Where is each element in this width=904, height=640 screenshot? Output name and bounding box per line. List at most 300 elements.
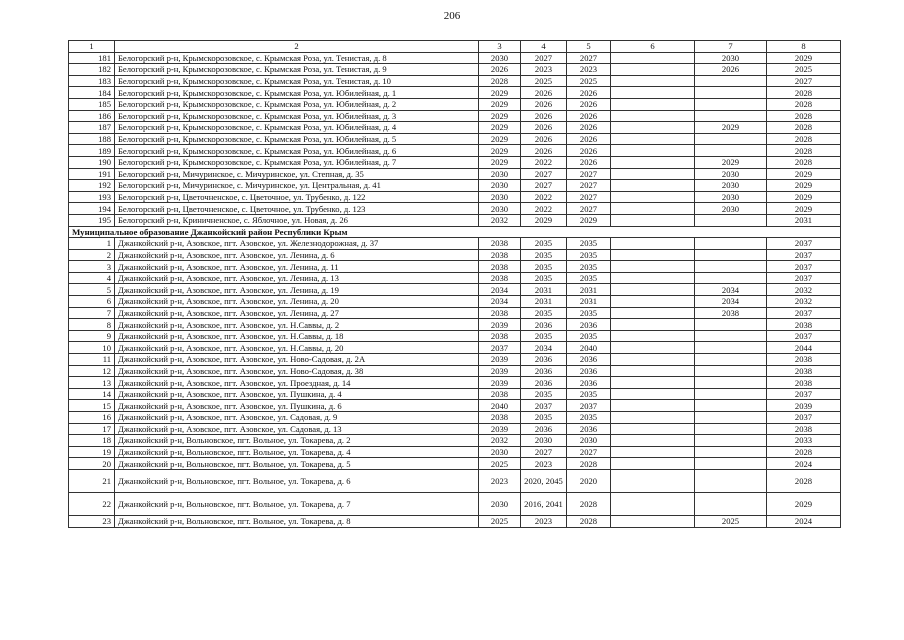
year-col-7: 2034 <box>695 284 767 296</box>
address: Джанкойский р-н, Азовское, пгт. Азовское, ул. Н.Саввы, д. 20 <box>115 342 479 354</box>
year-col-5: 2031 <box>567 284 611 296</box>
row-number: 16 <box>69 412 115 424</box>
table-row <box>69 75 841 87</box>
year-col-4: 2020, 2045 <box>521 469 567 492</box>
year-col-3: 2039 <box>479 423 521 435</box>
year-col-5: 2029 <box>567 214 611 226</box>
year-col-8: 2027 <box>767 75 841 87</box>
year-col-3: 2039 <box>479 319 521 331</box>
row-number: 19 <box>69 446 115 458</box>
year-col-7 <box>695 400 767 412</box>
address: Джанкойский р-н, Вольновское, пгт. Вольное, ул. Токарева, д. 8 <box>115 515 479 527</box>
year-col-8: 2029 <box>767 168 841 180</box>
table-row <box>69 145 841 157</box>
year-col-3: 2029 <box>479 87 521 99</box>
row-number: 188 <box>69 133 115 145</box>
year-col-7 <box>695 87 767 99</box>
year-col-8: 2037 <box>767 307 841 319</box>
address: Джанкойский р-н, Азовское, пгт. Азовское, ул. Садовая, д. 9 <box>115 412 479 424</box>
table-row <box>69 272 841 284</box>
address: Белогорский р-н, Крымскорозовское, с. Крымская Роза, ул. Тенистая, д. 8 <box>115 52 479 64</box>
year-col-3: 2028 <box>479 75 521 87</box>
value-col-6 <box>611 87 695 99</box>
value-col-6 <box>611 412 695 424</box>
year-col-3: 2029 <box>479 133 521 145</box>
year-col-7 <box>695 145 767 157</box>
year-col-7 <box>695 272 767 284</box>
address: Джанкойский р-н, Азовское, пгт. Азовское, ул. Пушкина, д. 4 <box>115 388 479 400</box>
address: Белогорский р-н, Крымскорозовское, с. Крымская Роза, ул. Юбилейная, д. 6 <box>115 145 479 157</box>
row-number: 20 <box>69 458 115 470</box>
row-number: 181 <box>69 52 115 64</box>
address: Джанкойский р-н, Азовское, пгт. Азовское, ул. Ленина, д. 11 <box>115 261 479 273</box>
year-col-4: 2035 <box>521 412 567 424</box>
value-col-6 <box>611 319 695 331</box>
year-col-3: 2029 <box>479 98 521 110</box>
header-col-5: 5 <box>567 41 611 53</box>
address: Джанкойский р-н, Вольновское, пгт. Вольное, ул. Токарева, д. 7 <box>115 492 479 515</box>
table-row <box>69 435 841 447</box>
row-number: 13 <box>69 377 115 389</box>
year-col-4: 2027 <box>521 446 567 458</box>
year-col-8: 2044 <box>767 342 841 354</box>
year-col-7: 2025 <box>695 515 767 527</box>
table-row <box>69 122 841 134</box>
value-col-6 <box>611 330 695 342</box>
row-number: 21 <box>69 469 115 492</box>
year-col-5: 2023 <box>567 64 611 76</box>
year-col-4: 2035 <box>521 238 567 250</box>
year-col-3: 2039 <box>479 377 521 389</box>
year-col-8: 2025 <box>767 64 841 76</box>
table-row <box>69 365 841 377</box>
address: Джанкойский р-н, Азовское, пгт. Азовское, ул. Пушкина, д. 6 <box>115 400 479 412</box>
value-col-6 <box>611 133 695 145</box>
value-col-6 <box>611 180 695 192</box>
year-col-5: 2027 <box>567 180 611 192</box>
year-col-8: 2037 <box>767 412 841 424</box>
year-col-8: 2029 <box>767 203 841 215</box>
address: Джанкойский р-н, Азовское, пгт. Азовское, ул. Ленина, д. 20 <box>115 296 479 308</box>
value-col-6 <box>611 515 695 527</box>
value-col-6 <box>611 284 695 296</box>
value-col-6 <box>611 492 695 515</box>
table-row <box>69 307 841 319</box>
value-col-6 <box>611 191 695 203</box>
value-col-6 <box>611 400 695 412</box>
year-col-8: 2029 <box>767 191 841 203</box>
year-col-8: 2038 <box>767 319 841 331</box>
address: Джанкойский р-н, Азовское, пгт. Азовское, ул. Ново-Садовая, д. 38 <box>115 365 479 377</box>
registry-table <box>68 40 841 528</box>
table-row <box>69 354 841 366</box>
page-number: 206 <box>443 10 461 22</box>
table-row <box>69 110 841 122</box>
year-col-4: 2023 <box>521 64 567 76</box>
year-col-3: 2038 <box>479 272 521 284</box>
year-col-3: 2038 <box>479 330 521 342</box>
year-col-4: 2029 <box>521 214 567 226</box>
table-row <box>69 412 841 424</box>
year-col-8: 2037 <box>767 238 841 250</box>
year-col-4: 2027 <box>521 52 567 64</box>
year-col-7: 2030 <box>695 180 767 192</box>
year-col-7: 2029 <box>695 156 767 168</box>
value-col-6 <box>611 458 695 470</box>
year-col-3: 2040 <box>479 400 521 412</box>
value-col-6 <box>611 75 695 87</box>
year-col-4: 2035 <box>521 249 567 261</box>
table-row <box>69 249 841 261</box>
value-col-6 <box>611 214 695 226</box>
value-col-6 <box>611 249 695 261</box>
year-col-4: 2037 <box>521 400 567 412</box>
year-col-5: 2027 <box>567 203 611 215</box>
header-col-1: 1 <box>69 41 115 53</box>
year-col-8: 2037 <box>767 261 841 273</box>
year-col-7: 2034 <box>695 296 767 308</box>
year-col-5: 2028 <box>567 458 611 470</box>
address: Белогорский р-н, Крымскорозовское, с. Крымская Роза, ул. Юбилейная, д. 2 <box>115 98 479 110</box>
table-row <box>69 98 841 110</box>
year-col-3: 2030 <box>479 168 521 180</box>
year-col-7 <box>695 98 767 110</box>
year-col-3: 2026 <box>479 64 521 76</box>
year-col-7: 2030 <box>695 168 767 180</box>
year-col-8: 2037 <box>767 272 841 284</box>
year-col-3: 2032 <box>479 214 521 226</box>
year-col-7 <box>695 238 767 250</box>
year-col-3: 2034 <box>479 284 521 296</box>
table-row <box>69 156 841 168</box>
year-col-8: 2038 <box>767 365 841 377</box>
year-col-5: 2027 <box>567 191 611 203</box>
table-row <box>69 423 841 435</box>
table-row <box>69 469 841 492</box>
table-row <box>69 458 841 470</box>
table-row <box>69 191 841 203</box>
row-number: 15 <box>69 400 115 412</box>
year-col-7 <box>695 388 767 400</box>
value-col-6 <box>611 203 695 215</box>
address: Белогорский р-н, Крымскорозовское, с. Крымская Роза, ул. Тенистая, д. 10 <box>115 75 479 87</box>
value-col-6 <box>611 110 695 122</box>
year-col-5: 2026 <box>567 110 611 122</box>
row-number: 17 <box>69 423 115 435</box>
year-col-5: 2028 <box>567 492 611 515</box>
address: Джанкойский р-н, Азовское, пгт. Азовское, ул. Проездная, д. 14 <box>115 377 479 389</box>
year-col-7: 2038 <box>695 307 767 319</box>
table-row <box>69 261 841 273</box>
year-col-3: 2030 <box>479 191 521 203</box>
address: Джанкойский р-н, Азовское, пгт. Азовское, ул. Н.Саввы, д. 2 <box>115 319 479 331</box>
table-row <box>69 400 841 412</box>
value-col-6 <box>611 307 695 319</box>
row-number: 186 <box>69 110 115 122</box>
year-col-4: 2031 <box>521 296 567 308</box>
value-col-6 <box>611 296 695 308</box>
year-col-5: 2040 <box>567 342 611 354</box>
year-col-8: 2028 <box>767 87 841 99</box>
year-col-4: 2023 <box>521 515 567 527</box>
table-row <box>69 296 841 308</box>
year-col-4: 2036 <box>521 365 567 377</box>
value-col-6 <box>611 261 695 273</box>
address: Джанкойский р-н, Азовское, пгт. Азовское, ул. Ленина, д. 13 <box>115 272 479 284</box>
year-col-8: 2028 <box>767 98 841 110</box>
year-col-5: 2026 <box>567 133 611 145</box>
year-col-5: 2035 <box>567 388 611 400</box>
year-col-8: 2037 <box>767 330 841 342</box>
header-row <box>69 41 841 53</box>
year-col-7 <box>695 435 767 447</box>
section-row <box>69 226 841 238</box>
table-row <box>69 238 841 250</box>
year-col-8: 2038 <box>767 377 841 389</box>
row-number: 9 <box>69 330 115 342</box>
year-col-7 <box>695 365 767 377</box>
value-col-6 <box>611 446 695 458</box>
year-col-8: 2024 <box>767 515 841 527</box>
year-col-8: 2037 <box>767 249 841 261</box>
year-col-5: 2020 <box>567 469 611 492</box>
year-col-4: 2022 <box>521 203 567 215</box>
table-row <box>69 52 841 64</box>
year-col-3: 2039 <box>479 365 521 377</box>
table-row <box>69 388 841 400</box>
year-col-7 <box>695 492 767 515</box>
address: Джанкойский р-н, Азовское, пгт. Азовское, ул. Садовая, д. 13 <box>115 423 479 435</box>
address: Белогорский р-н, Мичуринское, с. Мичуринское, ул. Центральная, д. 41 <box>115 180 479 192</box>
year-col-4: 2035 <box>521 307 567 319</box>
row-number: 4 <box>69 272 115 284</box>
year-col-7 <box>695 412 767 424</box>
year-col-3: 2038 <box>479 238 521 250</box>
year-col-3: 2029 <box>479 156 521 168</box>
year-col-3: 2030 <box>479 492 521 515</box>
year-col-5: 2026 <box>567 122 611 134</box>
year-col-5: 2036 <box>567 365 611 377</box>
row-number: 187 <box>69 122 115 134</box>
table-row <box>69 515 841 527</box>
row-number: 2 <box>69 249 115 261</box>
year-col-7 <box>695 354 767 366</box>
year-col-8: 2028 <box>767 110 841 122</box>
year-col-5: 2027 <box>567 446 611 458</box>
year-col-4: 2022 <box>521 156 567 168</box>
year-col-5: 2028 <box>567 515 611 527</box>
year-col-8: 2039 <box>767 400 841 412</box>
value-col-6 <box>611 354 695 366</box>
year-col-3: 2029 <box>479 110 521 122</box>
header-col-3: 3 <box>479 41 521 53</box>
year-col-7 <box>695 423 767 435</box>
year-col-7 <box>695 458 767 470</box>
address: Джанкойский р-н, Азовское, пгт. Азовское, ул. Ново-Садовая, д. 2А <box>115 354 479 366</box>
address: Белогорский р-н, Крымскорозовское, с. Крымская Роза, ул. Юбилейная, д. 5 <box>115 133 479 145</box>
row-number: 22 <box>69 492 115 515</box>
year-col-4: 2027 <box>521 168 567 180</box>
year-col-4: 2016, 2041 <box>521 492 567 515</box>
value-col-6 <box>611 365 695 377</box>
year-col-5: 2025 <box>567 75 611 87</box>
year-col-8: 2028 <box>767 145 841 157</box>
year-col-7 <box>695 214 767 226</box>
year-col-3: 2034 <box>479 296 521 308</box>
row-number: 195 <box>69 214 115 226</box>
year-col-8: 2038 <box>767 423 841 435</box>
year-col-3: 2038 <box>479 249 521 261</box>
year-col-8: 2033 <box>767 435 841 447</box>
header-col-7: 7 <box>695 41 767 53</box>
year-col-4: 2035 <box>521 388 567 400</box>
header-col-4: 4 <box>521 41 567 53</box>
year-col-4: 2025 <box>521 75 567 87</box>
year-col-4: 2031 <box>521 284 567 296</box>
row-number: 8 <box>69 319 115 331</box>
year-col-7 <box>695 110 767 122</box>
year-col-3: 2038 <box>479 307 521 319</box>
row-number: 7 <box>69 307 115 319</box>
year-col-4: 2026 <box>521 133 567 145</box>
year-col-3: 2030 <box>479 446 521 458</box>
year-col-3: 2039 <box>479 354 521 366</box>
year-col-3: 2038 <box>479 388 521 400</box>
year-col-3: 2032 <box>479 435 521 447</box>
year-col-4: 2036 <box>521 354 567 366</box>
year-col-8: 2028 <box>767 133 841 145</box>
address: Белогорский р-н, Крымскорозовское, с. Крымская Роза, ул. Юбилейная, д. 7 <box>115 156 479 168</box>
year-col-7 <box>695 75 767 87</box>
section-header-body <box>69 226 841 238</box>
table-row <box>69 214 841 226</box>
year-col-7: 2030 <box>695 203 767 215</box>
address: Белогорский р-н, Цветочненское, с. Цветочное, ул. Трубенко, д. 123 <box>115 203 479 215</box>
address: Джанкойский р-н, Азовское, пгт. Азовское, ул. Ленина, д. 19 <box>115 284 479 296</box>
year-col-4: 2036 <box>521 423 567 435</box>
address: Джанкойский р-н, Вольновское, пгт. Вольное, ул. Токарева, д. 2 <box>115 435 479 447</box>
address: Джанкойский р-н, Азовское, пгт. Азовское, ул. Железнодорожная, д. 37 <box>115 238 479 250</box>
year-col-5: 2036 <box>567 423 611 435</box>
table-body-belogorsk <box>69 52 841 226</box>
row-number: 5 <box>69 284 115 296</box>
year-col-7: 2029 <box>695 122 767 134</box>
year-col-4: 2035 <box>521 330 567 342</box>
value-col-6 <box>611 238 695 250</box>
row-number: 194 <box>69 203 115 215</box>
row-number: 185 <box>69 98 115 110</box>
row-number: 23 <box>69 515 115 527</box>
year-col-8: 2029 <box>767 52 841 64</box>
year-col-5: 2030 <box>567 435 611 447</box>
year-col-8: 2037 <box>767 388 841 400</box>
value-col-6 <box>611 168 695 180</box>
year-col-5: 2037 <box>567 400 611 412</box>
row-number: 182 <box>69 64 115 76</box>
row-number: 192 <box>69 180 115 192</box>
table-row <box>69 342 841 354</box>
value-col-6 <box>611 377 695 389</box>
year-col-4: 2030 <box>521 435 567 447</box>
year-col-7 <box>695 319 767 331</box>
year-col-7: 2030 <box>695 191 767 203</box>
year-col-7 <box>695 330 767 342</box>
year-col-4: 2036 <box>521 377 567 389</box>
row-number: 190 <box>69 156 115 168</box>
year-col-5: 2035 <box>567 261 611 273</box>
year-col-4: 2027 <box>521 180 567 192</box>
address: Джанкойский р-н, Вольновское, пгт. Вольное, ул. Токарева, д. 4 <box>115 446 479 458</box>
row-number: 184 <box>69 87 115 99</box>
year-col-8: 2031 <box>767 214 841 226</box>
year-col-3: 2025 <box>479 458 521 470</box>
header-col-2: 2 <box>115 41 479 53</box>
year-col-5: 2031 <box>567 296 611 308</box>
year-col-8: 2032 <box>767 296 841 308</box>
year-col-7 <box>695 446 767 458</box>
year-col-3: 2038 <box>479 261 521 273</box>
table-row <box>69 492 841 515</box>
row-number: 6 <box>69 296 115 308</box>
value-col-6 <box>611 156 695 168</box>
year-col-4: 2036 <box>521 319 567 331</box>
year-col-8: 2038 <box>767 354 841 366</box>
value-col-6 <box>611 272 695 284</box>
year-col-3: 2030 <box>479 180 521 192</box>
year-col-5: 2026 <box>567 156 611 168</box>
year-col-5: 2035 <box>567 272 611 284</box>
row-number: 193 <box>69 191 115 203</box>
year-col-3: 2029 <box>479 145 521 157</box>
year-col-5: 2036 <box>567 377 611 389</box>
table-row <box>69 319 841 331</box>
row-number: 189 <box>69 145 115 157</box>
year-col-8: 2028 <box>767 446 841 458</box>
year-col-4: 2023 <box>521 458 567 470</box>
year-col-7 <box>695 469 767 492</box>
year-col-7 <box>695 249 767 261</box>
year-col-5: 2035 <box>567 249 611 261</box>
header-col-6: 6 <box>611 41 695 53</box>
year-col-3: 2029 <box>479 122 521 134</box>
header-col-8: 8 <box>767 41 841 53</box>
address: Джанкойский р-н, Вольновское, пгт. Вольное, ул. Токарева, д. 5 <box>115 458 479 470</box>
value-col-6 <box>611 52 695 64</box>
address: Белогорский р-н, Крымскорозовское, с. Крымская Роза, ул. Юбилейная, д. 1 <box>115 87 479 99</box>
address: Белогорский р-н, Мичуринское, с. Мичуринское, ул. Степная, д. 35 <box>115 168 479 180</box>
address: Белогорский р-н, Цветочненское, с. Цветочное, ул. Трубенко, д. 122 <box>115 191 479 203</box>
value-col-6 <box>611 342 695 354</box>
year-col-5: 2027 <box>567 52 611 64</box>
year-col-5: 2035 <box>567 330 611 342</box>
table-body-dzhankoy <box>69 238 841 527</box>
year-col-8: 2032 <box>767 284 841 296</box>
row-number: 12 <box>69 365 115 377</box>
table-row <box>69 446 841 458</box>
year-col-8: 2028 <box>767 469 841 492</box>
year-col-3: 2038 <box>479 412 521 424</box>
table-row <box>69 330 841 342</box>
address: Белогорский р-н, Крымскорозовское, с. Крымская Роза, ул. Юбилейная, д. 4 <box>115 122 479 134</box>
year-col-5: 2036 <box>567 354 611 366</box>
year-col-5: 2027 <box>567 168 611 180</box>
year-col-8: 2028 <box>767 156 841 168</box>
value-col-6 <box>611 423 695 435</box>
table-row <box>69 64 841 76</box>
year-col-4: 2026 <box>521 87 567 99</box>
address: Джанкойский р-н, Вольновское, пгт. Вольное, ул. Токарева, д. 6 <box>115 469 479 492</box>
year-col-8: 2024 <box>767 458 841 470</box>
